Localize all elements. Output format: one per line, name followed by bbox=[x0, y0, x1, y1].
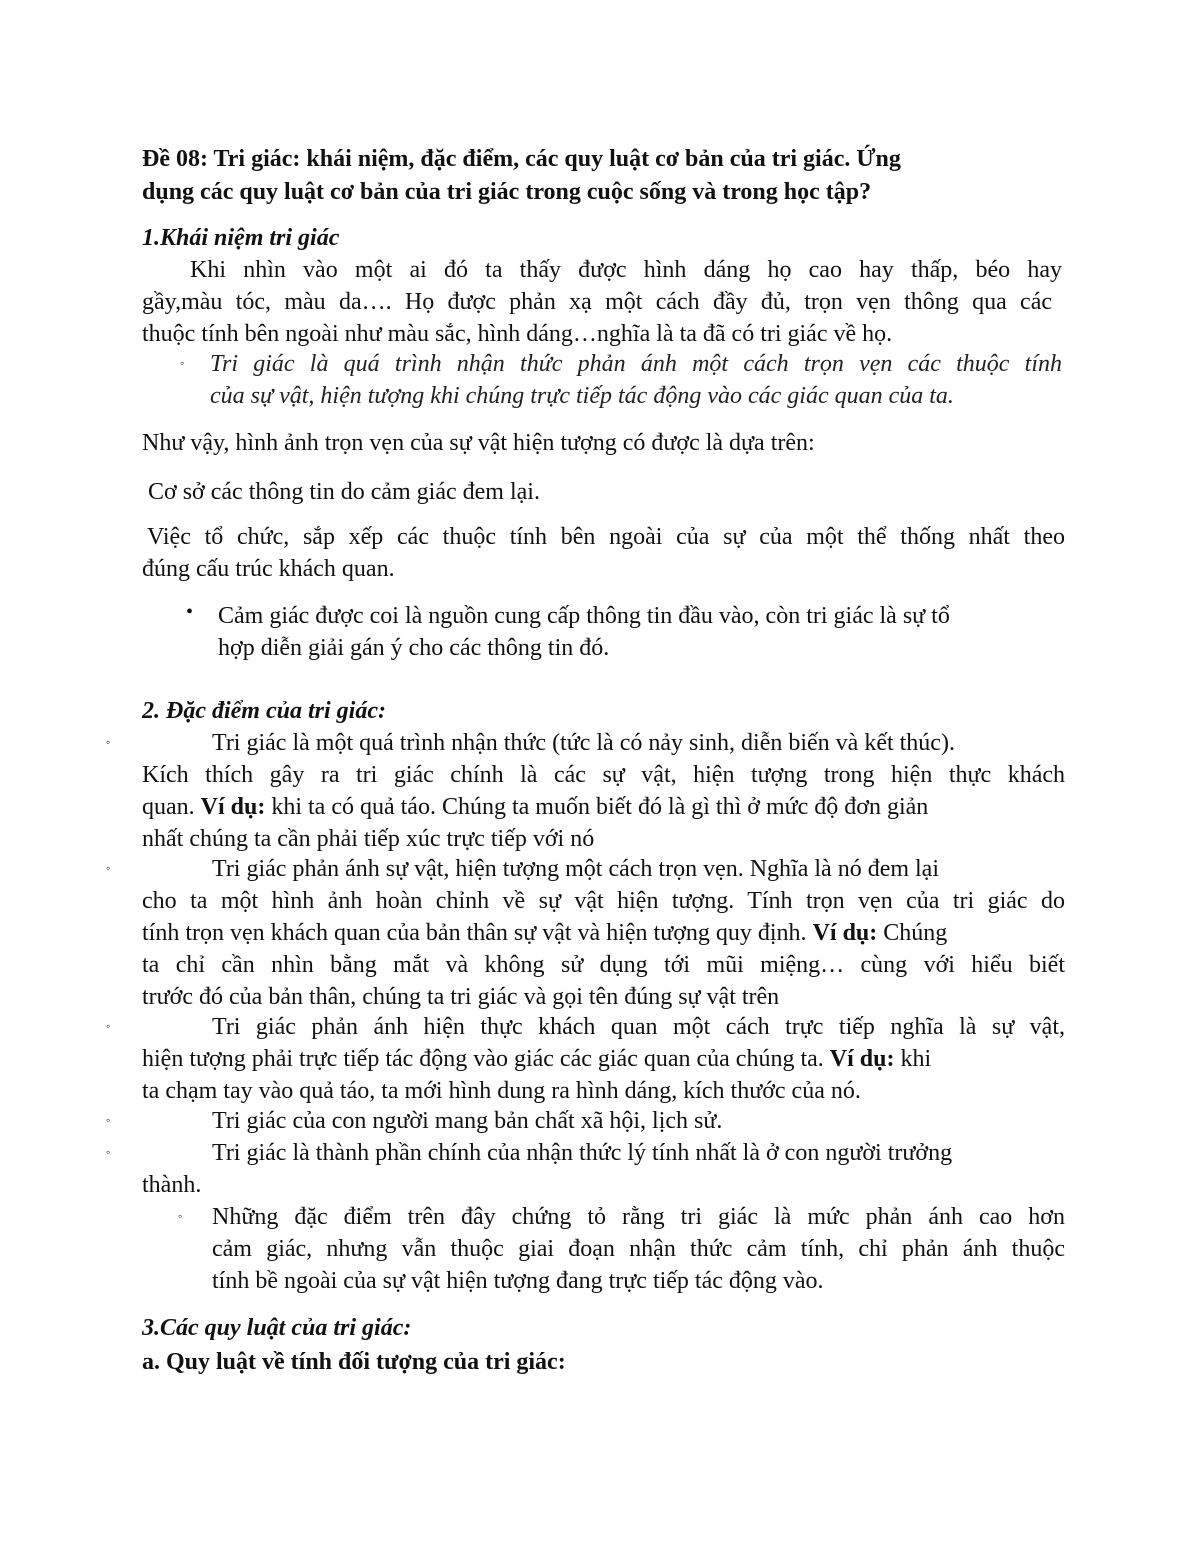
item-3-line-3: ta chạm tay vào quả táo, ta mới hình dung ra hình dáng, kích thước của nó. bbox=[142, 1078, 861, 1104]
item-5-line-2: thành. bbox=[142, 1172, 202, 1198]
item-3-example-start: khi bbox=[900, 1046, 932, 1072]
bullet-icon: ◦ bbox=[178, 1209, 183, 1223]
item-3-line-1: Tri giác phản ánh hiện thực khách quan một cách trực tiếp nghĩa là sự vật, bbox=[212, 1014, 1065, 1040]
section-1-para-1-line-3: thuộc tính bên ngoài như màu sắc, hình dáng…nghĩa là ta đã có tri giác về họ. bbox=[142, 321, 893, 347]
example-label: Ví dụ: bbox=[829, 1046, 895, 1072]
summary-line-3: tính bề ngoài của sự vật hiện tượng đang trực tiếp tác động vào. bbox=[212, 1268, 824, 1294]
item-1-line-4: nhất chúng ta cần phải tiếp xúc trực tiếp với nó bbox=[142, 826, 595, 852]
item-2-line-1: Tri giác phản ánh sự vật, hiện tượng một cách trọn vẹn. Nghĩa là nó đem lại bbox=[212, 856, 939, 882]
bullet-icon: ◦ bbox=[106, 735, 111, 749]
item-2-line-5: trước đó của bản thân, chúng ta tri giác và gọi tên đúng sự vật trên bbox=[142, 984, 780, 1010]
item-1-quan: quan. bbox=[142, 794, 195, 820]
example-label: Ví dụ: bbox=[200, 794, 266, 820]
item-1-line-1: Tri giác là một quá trình nhận thức (tức là có nảy sinh, diễn biến và kết thúc). bbox=[212, 730, 955, 756]
summary-line-1: Những đặc điểm trên đây chứng tỏ rằng tri giác là mức phản ánh cao hơn bbox=[212, 1204, 1065, 1230]
section-3-heading: 3.Các quy luật của tri giác: bbox=[142, 1315, 412, 1341]
item-2-text: tính trọn vẹn khách quan của bản thân sự vật và hiện tượng quy định. bbox=[142, 920, 807, 946]
item-1-line-2: Kích thích gây ra tri giác chính là các sự vật, hiện tượng trong hiện thực khách bbox=[142, 762, 1065, 788]
section-1-para-4-line-1: Việc tổ chức, sắp xếp các thuộc tính bên ngoài của sự của một thể thống nhất theo bbox=[147, 524, 1065, 550]
bullet-icon: ◦ bbox=[106, 1019, 111, 1033]
item-3-text: hiện tượng phải trực tiếp tác động vào giác các giác quan của chúng ta. bbox=[142, 1046, 824, 1072]
item-2-line-2: cho ta một hình ảnh hoàn chỉnh về sự vật hiện tượng. Tính trọn vẹn của tri giác do bbox=[142, 888, 1065, 914]
definition-line-1: Tri giác là quá trình nhận thức phản ánh một cách trọn vẹn các thuộc tính bbox=[210, 351, 1062, 377]
example-label: Ví dụ: bbox=[812, 920, 878, 946]
item-1-example-text: khi ta có quả táo. Chúng ta muốn biết đó là gì thì ở mức độ đơn giản bbox=[271, 794, 929, 820]
item-3-line-2 bbox=[142, 1043, 931, 1075]
bullet-filled-icon: • bbox=[186, 601, 194, 623]
bullet-icon: ◦ bbox=[106, 1113, 111, 1127]
title-line-2: dụng các quy luật cơ bản của tri giác trong cuộc sống và trong học tập? bbox=[142, 179, 872, 205]
title-line-1: Đề 08: Tri giác: khái niệm, đặc điểm, các quy luật cơ bản của tri giác. Ứng bbox=[142, 146, 901, 172]
summary-line-2: cảm giác, nhưng vẫn thuộc giai đoạn nhận thức cảm tính, chỉ phản ánh thuộc bbox=[212, 1236, 1065, 1262]
section-1-para-2: Như vậy, hình ảnh trọn vẹn của sự vật hiện tượng có được là dựa trên: bbox=[142, 430, 815, 456]
definition-line-2: của sự vật, hiện tượng khi chúng trực tiếp tác động vào các giác quan của ta. bbox=[210, 383, 954, 409]
section-2-heading: 2. Đặc điểm của tri giác: bbox=[142, 698, 386, 724]
section-1-heading: 1.Khái niệm tri giác bbox=[142, 225, 340, 251]
section-1-para-1-line-1: Khi nhìn vào một ai đó ta thấy được hình dáng họ cao hay thấp, béo hay bbox=[190, 257, 1062, 283]
item-2-line-3 bbox=[142, 917, 947, 949]
bullet-icon: ◦ bbox=[180, 356, 185, 370]
section-1-para-3: Cơ sở các thông tin do cảm giác đem lại. bbox=[148, 479, 540, 505]
item-2-line-4: ta chỉ cần nhìn bằng mắt và không sử dụng tới mũi miệng… cùng với hiểu biết bbox=[142, 952, 1065, 978]
note-line-1: Cảm giác được coi là nguồn cung cấp thông tin đầu vào, còn tri giác là sự tổ bbox=[218, 603, 950, 629]
bullet-icon: ◦ bbox=[106, 861, 111, 875]
item-4: Tri giác của con người mang bản chất xã hội, lịch sử. bbox=[212, 1108, 723, 1134]
item-2-example-start: Chúng bbox=[883, 920, 948, 946]
bullet-icon: ◦ bbox=[106, 1145, 111, 1159]
item-1-line-3 bbox=[142, 791, 928, 823]
note-line-2: hợp diễn giải gán ý cho các thông tin đó. bbox=[218, 635, 610, 661]
section-1-para-1-line-2: gầy,màu tóc, màu da…. Họ được phản xạ một cách đầy đủ, trọn vẹn thông qua các bbox=[142, 289, 1052, 315]
section-3-sub-a: a. Quy luật về tính đối tượng của tri giác: bbox=[142, 1349, 566, 1375]
item-5-line-1: Tri giác là thành phần chính của nhận thức lý tính nhất là ở con người trưởng bbox=[212, 1140, 953, 1166]
section-1-para-4-line-2: đúng cấu trúc khách quan. bbox=[142, 556, 395, 582]
